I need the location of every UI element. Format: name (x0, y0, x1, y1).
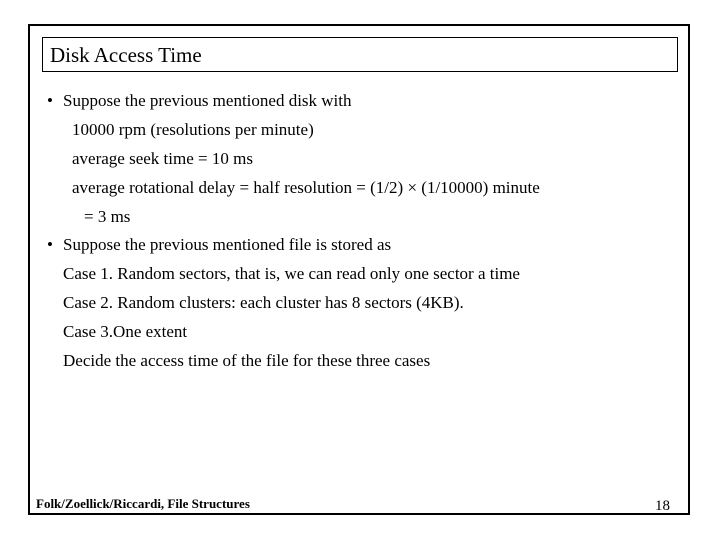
bullet-icon: • (47, 91, 53, 110)
bullet-2-text: Suppose the previous mentioned file is stored as (63, 235, 392, 254)
bullet-2-sub-line: Case 1. Random sectors, that is, we can read only one sector a time (63, 264, 520, 283)
bullet-1-text: Suppose the previous mentioned disk with (63, 91, 352, 110)
bullet-1-sub-line: = 3 ms (84, 207, 131, 226)
bullet-icon: • (47, 235, 53, 254)
bullet-2-sub-line: Case 3.One extent (63, 322, 188, 341)
page-number: 18 (655, 498, 670, 514)
bullet-1-sub-line: average seek time = 10 ms (72, 149, 253, 168)
bullet-2-sub-line: Decide the access time of the file for these three cases (63, 351, 431, 370)
slide-title: Disk Access Time (50, 43, 202, 67)
bullet-2-sub-line: Case 2. Random clusters: each cluster has 8 sectors (4KB). (63, 293, 464, 312)
footer-source: Folk/Zoellick/Riccardi, File Structures (36, 496, 250, 511)
bullet-1-sub-line: 10000 rpm (resolutions per minute) (72, 120, 314, 139)
bullet-1-sub-line: average rotational delay = half resolution = (1/2) × (1/10000) minute (72, 178, 540, 197)
